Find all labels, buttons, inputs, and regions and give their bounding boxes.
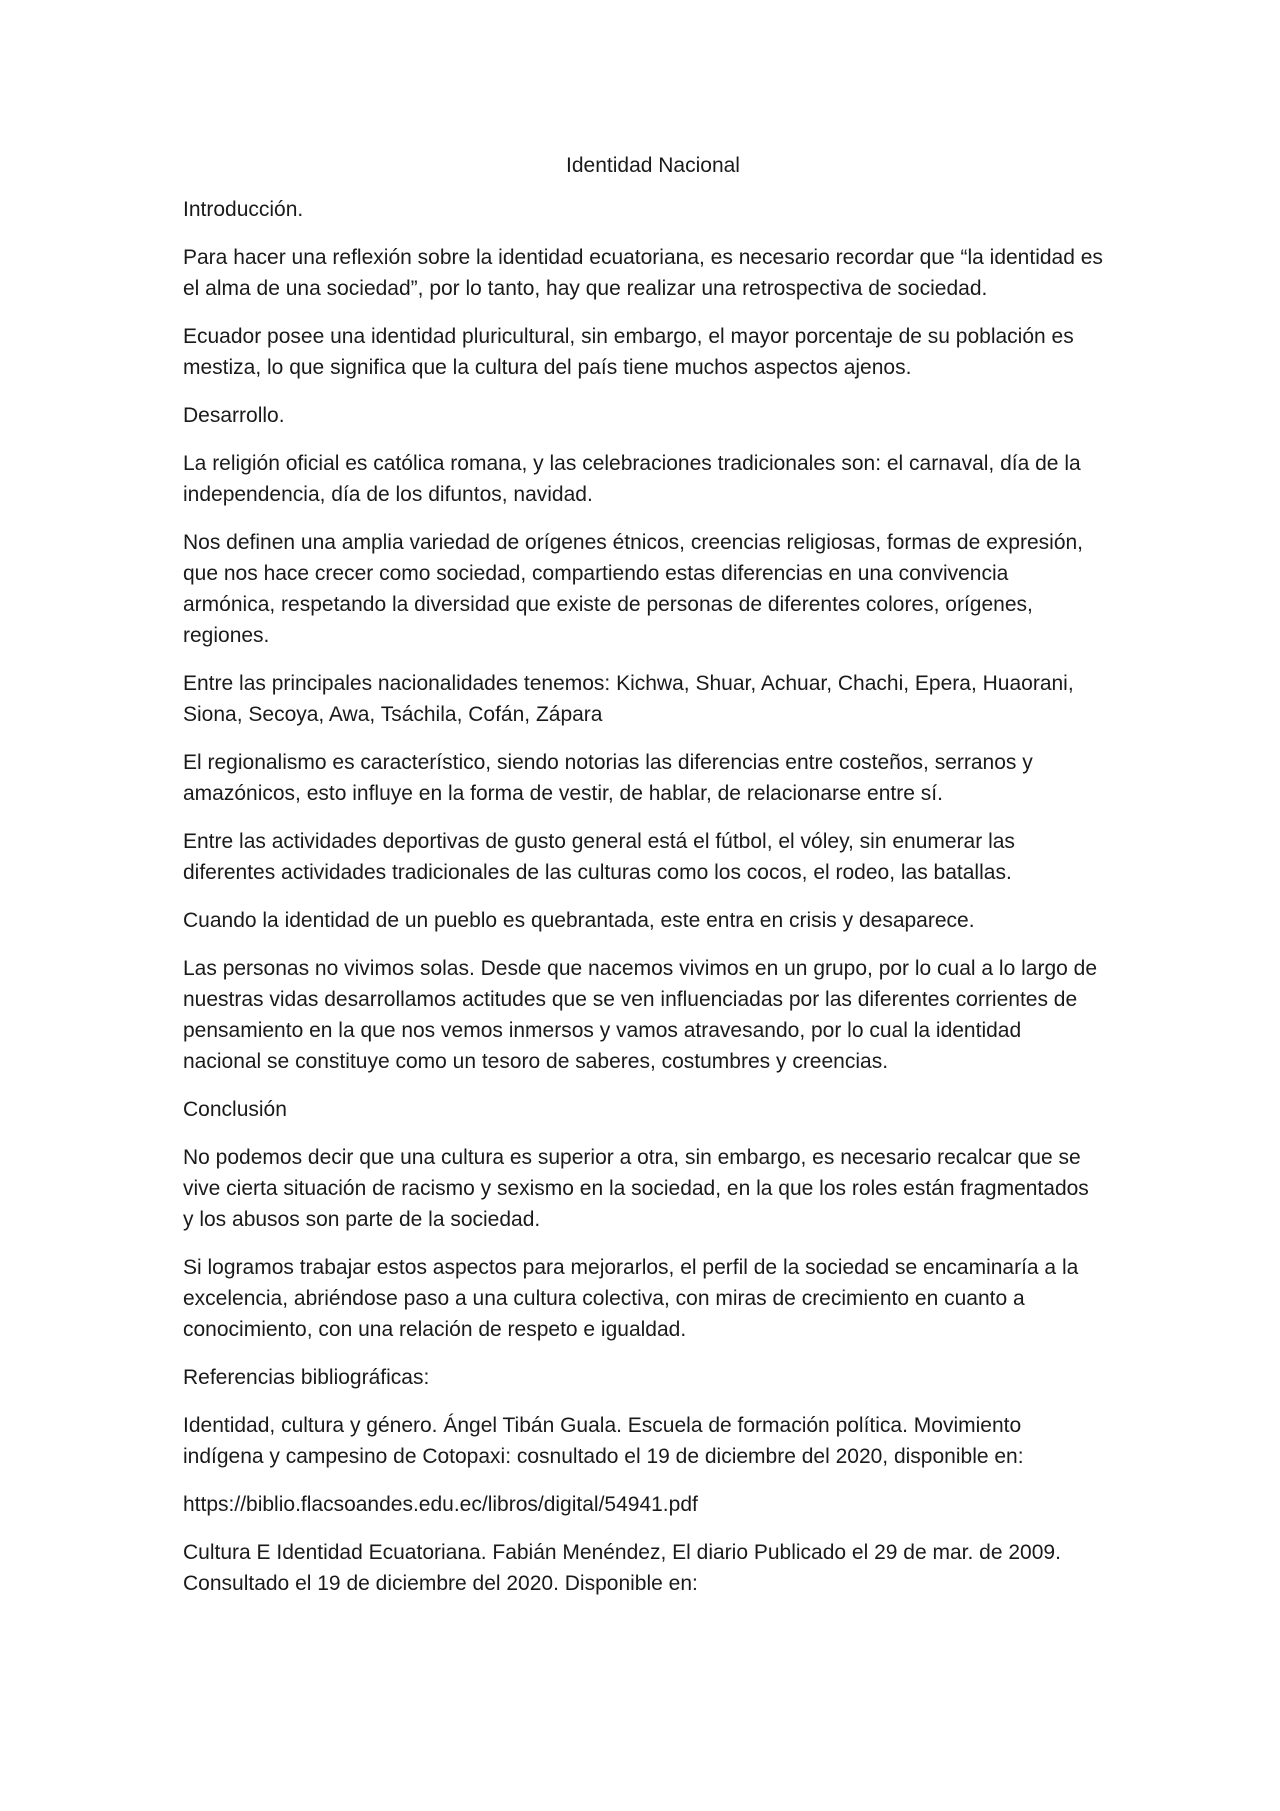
paragraph: Cuando la identidad de un pueblo es quebrantada, este entra en crisis y desaparece. bbox=[183, 909, 975, 932]
paragraph: Ecuador posee una identidad pluricultural, sin embargo, el mayor porcentaje de su población es mestiza, lo que significa que la cultura del país tiene muchos aspectos ajenos. bbox=[183, 325, 1074, 379]
reference-item: Cultura E Identidad Ecuatoriana. Fabián Menéndez, El diario Publicado el 29 de mar. de 2009. Consultado el 19 de diciembre del 2020. Disponible en: bbox=[183, 1541, 1061, 1595]
paragraph: El regionalismo es característico, siendo notorias las diferencias entre costeños, serranos y amazónicos, esto influye en la forma de vestir, de hablar, de relacionarse entre sí. bbox=[183, 751, 1033, 805]
heading-referencias: Referencias bibliográficas: bbox=[183, 1366, 430, 1389]
paragraph: Para hacer una reflexión sobre la identidad ecuatoriana, es necesario recordar que “la identidad es el alma de una sociedad”, por lo tanto, hay que realizar una retrospectiva de sociedad. bbox=[183, 246, 1103, 300]
paragraph: Si logramos trabajar estos aspectos para mejorarlos, el perfil de la sociedad se encaminaría a la excelencia, abriéndose paso a una cultura colectiva, con miras de crecimiento en cuanto a conocimiento, con una relación de respeto e igualdad. bbox=[183, 1256, 1079, 1341]
heading-conclusion: Conclusión bbox=[183, 1098, 287, 1121]
paragraph: Entre las actividades deportivas de gusto general está el fútbol, el vóley, sin enumerar las diferentes actividades tradicionales de las culturas como los cocos, el rodeo, las batallas. bbox=[183, 830, 1015, 884]
paragraph: Entre las principales nacionalidades tenemos: Kichwa, Shuar, Achuar, Chachi, Epera, Huaorani, Siona, Secoya, Awa, Tsáchila, Cofán, Zápara bbox=[183, 672, 1074, 726]
document-body bbox=[183, 150, 1103, 1616]
heading-introduccion: Introducción. bbox=[183, 198, 304, 221]
paragraph: Nos definen una amplia variedad de orígenes étnicos, creencias religiosas, formas de expresión, que nos hace crecer como sociedad, compartiendo estas diferencias en una convivencia armónica, respetando la diversidad que existe de personas de diferentes colores, orígenes, regiones. bbox=[183, 531, 1084, 647]
paragraph: Las personas no vivimos solas. Desde que nacemos vivimos en un grupo, por lo cual a lo largo de nuestras vidas desarrollamos actitudes que se ven influenciadas por las diferentes corrientes de pensamiento en la que nos vemos inmersos y vamos atravesando, por lo cual la identidad nacional se constituye como un tesoro de saberes, costumbres y creencias. bbox=[183, 957, 1098, 1073]
reference-url: https://biblio.flacsoandes.edu.ec/libros/digital/54941.pdf bbox=[183, 1493, 698, 1516]
heading-desarrollo: Desarrollo. bbox=[183, 404, 285, 427]
reference-item: Identidad, cultura y género. Ángel Tibán Guala. Escuela de formación política. Movimiento indígena y campesino de Cotopaxi: cosnultado el 19 de diciembre del 2020, disponible en: bbox=[183, 1414, 1024, 1468]
document-title: Identidad Nacional bbox=[566, 154, 740, 177]
paragraph: La religión oficial es católica romana, y las celebraciones tradicionales son: el carnaval, día de la independencia, día de los difuntos, navidad. bbox=[183, 452, 1081, 506]
paragraph: No podemos decir que una cultura es superior a otra, sin embargo, es necesario recalcar que se vive cierta situación de racismo y sexismo en la sociedad, en la que los roles están fragmentados y los abusos son parte de la sociedad. bbox=[183, 1146, 1089, 1231]
